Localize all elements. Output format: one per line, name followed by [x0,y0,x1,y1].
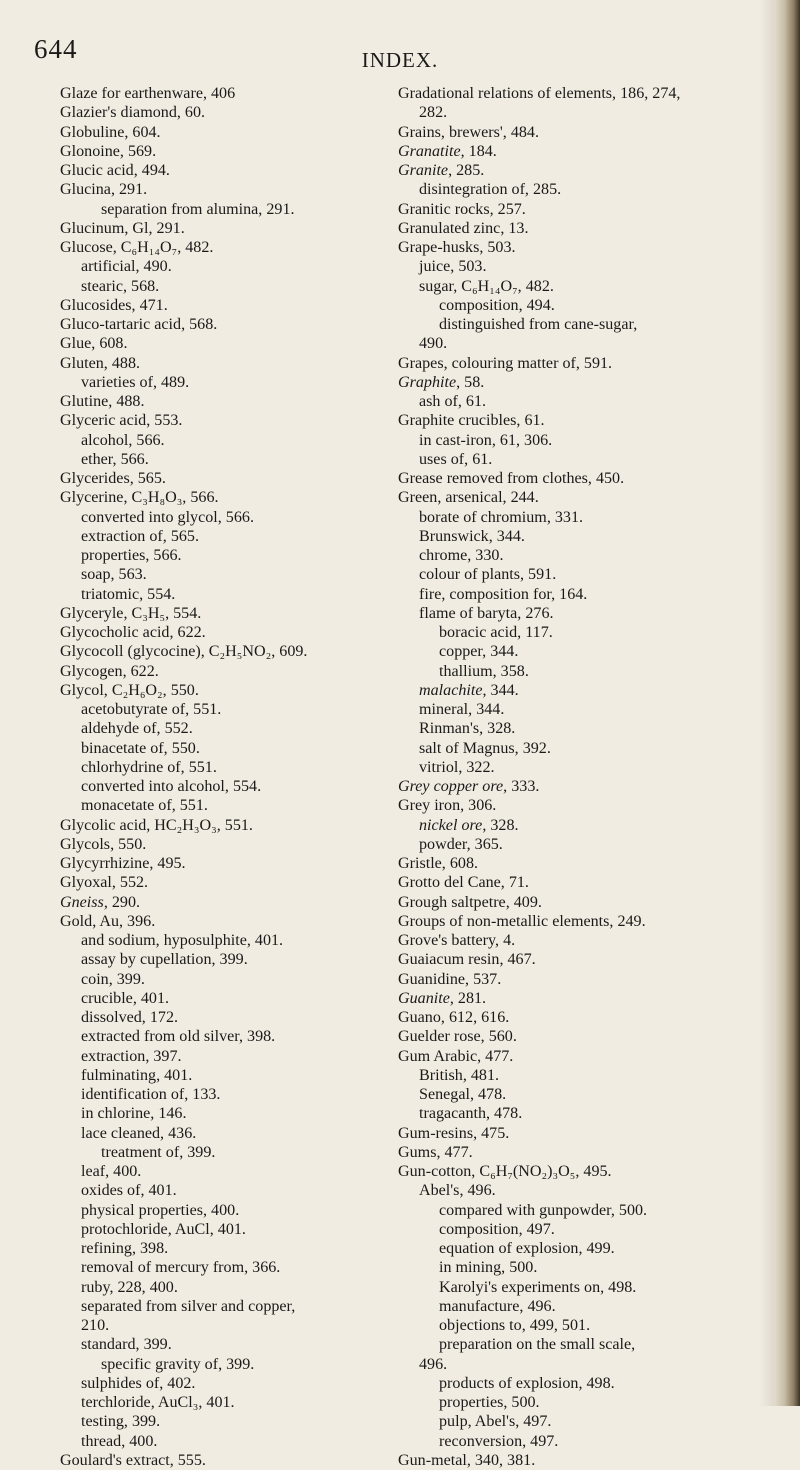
index-entry: Glycol, C₂H₆O₂, 550. [60,681,199,699]
index-entry: Grains, brewers', 484. [398,123,540,141]
index-entry: triatomic, 554. [81,585,176,603]
index-entry: Guanidine, 537. [398,970,502,988]
index-entry: distinguished from cane-sugar, [439,316,638,333]
index-entry: sulphides of, 402. [81,1374,196,1392]
index-entry: uses of, 61. [419,450,493,468]
index-entry: chrome, 330. [419,547,504,564]
index-column-right [398,84,771,1470]
index-entry: Glycyrrhizine, 495. [60,855,186,872]
index-entry: Groups of non-metallic elements, 249. [398,912,646,930]
index-entry: Granitic rocks, 257. [398,200,526,218]
index-entry: acetobutyrate of, 551. [81,701,222,718]
index-entry: extracted from old silver, 398. [81,1028,276,1046]
index-entry: ash of, 61. [419,393,487,410]
index-entry: Graphite, 58. [398,373,485,391]
index-entry: British, 481. [419,1066,500,1084]
index-entry: Glycerides, 565. [60,470,166,487]
index-entry: Rinman's, 328. [419,720,516,738]
index-entry: Grape-husks, 503. [398,239,516,256]
index-entry: Glycocholic acid, 622. [60,624,206,641]
index-entry: varieties of, 489. [81,373,190,391]
index-entry: lace cleaned, 436. [81,1124,197,1142]
index-entry: Glyceric acid, 553. [60,412,183,430]
index-entry: Glyoxal, 552. [60,874,149,892]
index-entry: Gluten, 488. [60,354,141,372]
index-entry: objections to, 499, 501. [439,1317,591,1334]
index-entry: 282. [419,104,448,122]
index-entry: Glycogen, 622. [60,662,159,680]
index-entry: juice, 503. [419,258,487,276]
index-entry: Gums, 477. [398,1143,473,1161]
index-entry: aldehyde of, 552. [81,720,193,738]
index-entry: tragacanth, 478. [419,1105,523,1123]
index-entry: borate of chromium, 331. [419,508,584,526]
index-entry: preparation on the small scale, [439,1336,636,1354]
index-entry: removal of mercury from, 366. [81,1259,281,1277]
index-entry: copper, 344. [439,643,519,661]
index-entry: extraction, 397. [81,1047,182,1065]
index-entry: Glue, 608. [60,335,128,353]
index-entry: Grey copper ore, 333. [398,778,540,795]
index-entry: Gun-metal, 340, 381. [398,1451,536,1469]
index-entry: Guelder rose, 560. [398,1028,517,1046]
index-entry: Gold, Au, 396. [60,912,156,930]
index-entry: Glycocoll (glycocine), C₂H₅NO₂, 609. [60,643,308,661]
index-entry: salt of Magnus, 392. [419,739,551,757]
index-entry: nickel ore, 328. [419,816,519,834]
index-entry: Glycols, 550. [60,835,147,853]
index-entry: specific gravity of, 399. [101,1355,255,1373]
index-entry: terchloride, AuCl₃, 401. [81,1394,235,1411]
index-entry: separated from silver and copper, [81,1297,296,1315]
index-entry: fire, composition for, 164. [419,585,588,603]
index-entry: composition, 494. [439,296,555,314]
index-entry: extraction of, 565. [81,527,199,545]
index-entry: identification of, 133. [81,1086,221,1103]
page-edge-shadow [760,0,774,1406]
index-entry: ruby, 228, 400. [81,1278,178,1296]
index-entry: Gneiss, 290. [60,893,141,911]
index-entry: testing, 399. [81,1413,161,1431]
index-entry: Glucic acid, 494. [60,162,170,179]
index-entry: Glonoine, 569. [60,142,157,160]
index-entry: and sodium, hyposulphite, 401. [81,932,284,949]
index-entry: converted into alcohol, 554. [81,778,262,795]
index-entry: Senegal, 478. [419,1086,507,1103]
index-entry: binacetate of, 550. [81,739,200,757]
index-entry: 496. [419,1355,448,1373]
index-entry: Gristle, 608. [398,855,479,872]
index-entry: Glyceryle, C₃H₅, 554. [60,604,202,622]
index-entry: Grough saltpetre, 409. [398,893,542,911]
index-entry: properties, 566. [81,547,182,564]
index-entry: Guanite, 281. [398,989,487,1007]
index-entry: protochloride, AuCl, 401. [81,1220,246,1238]
index-entry: reconversion, 497. [439,1432,559,1450]
index-entry: Gum-resins, 475. [398,1124,510,1142]
index-entry: converted into glycol, 566. [81,508,254,526]
index-entry: vitriol, 322. [419,758,495,776]
index-entry: Glutine, 488. [60,393,145,410]
index-entry: compared with gunpowder, 500. [439,1201,648,1219]
index-entry: powder, 365. [419,835,503,853]
index-entry: Glazier's diamond, 60. [60,104,206,122]
index-entry: monacetate of, 551. [81,797,208,815]
index-entry: Glucosides, 471. [60,296,168,314]
index-entry: crucible, 401. [81,989,170,1007]
book-binding-edge [774,0,800,1406]
index-entry: Guano, 612, 616. [398,1009,510,1026]
index-entry: equation of explosion, 499. [439,1240,615,1257]
index-entry: leaf, 400. [81,1163,142,1180]
index-entry: thread, 400. [81,1432,158,1450]
index-entry: physical properties, 400. [81,1201,240,1219]
index-entry: Granite, 285. [398,162,485,179]
index-entry: fulminating, 401. [81,1066,193,1084]
index-entry: refining, 398. [81,1240,169,1257]
index-entry: artificial, 490. [81,258,172,276]
index-entry: stearic, 568. [81,277,160,295]
index-entry: disintegration of, 285. [419,181,562,199]
index-entry: pulp, Abel's, 497. [439,1413,552,1431]
index-entry: in cast-iron, 61, 306. [419,431,553,449]
index-entry: Graphite crucibles, 61. [398,412,545,430]
index-column-left [60,84,388,1470]
index-entry: coin, 399. [81,970,145,988]
index-entry: separation from alumina, 291. [101,200,295,218]
index-entry: Granulated zinc, 13. [398,219,529,237]
index-entry: Gradational relations of elements, 186, 274, [398,85,681,102]
index-entry: in mining, 500. [439,1259,538,1277]
page-number: 644 [34,34,78,64]
index-entry: standard, 399. [81,1336,172,1354]
index-entry: 210. [81,1317,110,1334]
index-entry: Glucose, C₆H₁₄O₇, 482. [60,239,214,256]
index-entry: products of explosion, 498. [439,1374,615,1392]
index-entry: assay by cupellation, 399. [81,951,248,969]
page-title: INDEX. [361,48,439,72]
index-entry: Glycerine, C₃H₈O₃, 566. [60,489,219,507]
index-entry: Grotto del Cane, 71. [398,874,529,892]
index-entry: Grey iron, 306. [398,797,497,815]
index-entry: sugar, C₆H₁₄O₇, 482. [419,277,554,295]
index-entry: Grove's battery, 4. [398,932,516,949]
index-entry: Globuline, 604. [60,123,161,141]
index-entry: chlorhydrine of, 551. [81,758,217,776]
index-entry: Grease removed from clothes, 450. [398,470,625,487]
index-entry: Gun-cotton, C₆H₇(NO₂)₃O₅, 495. [398,1163,612,1180]
index-entry: Glucina, 291. [60,181,148,199]
index-entry: in chlorine, 146. [81,1105,187,1123]
index-entry: Green, arsenical, 244. [398,489,539,507]
index-entry: Guaiacum resin, 467. [398,951,536,969]
index-entry: ether, 566. [81,450,149,468]
index-entry: soap, 563. [81,566,147,584]
index-entry: Glycolic acid, HC₂H₃O₃, 551. [60,816,253,834]
index-entry: Brunswick, 344. [419,527,525,545]
index-entry: flame of baryta, 276. [419,604,554,622]
index-entry: oxides of, 401. [81,1182,177,1200]
index-entry: Goulard's extract, 555. [60,1451,206,1469]
index-entry: Abel's, 496. [419,1182,496,1200]
index-entry: mineral, 344. [419,701,505,718]
index-entry: properties, 500. [439,1394,540,1411]
index-entry: malachite, 344. [419,681,519,699]
index-entry: Gluco-tartaric acid, 568. [60,316,218,333]
index-entry: treatment of, 399. [101,1143,216,1161]
index-entry: 490. [419,335,448,353]
index-entry: colour of plants, 591. [419,566,557,584]
index-entry: Glaze for earthenware, 406 [60,85,236,102]
index-entry: Glucinum, Gl, 291. [60,219,185,237]
index-entry: Granatite, 184. [398,142,497,160]
index-entry: composition, 497. [439,1220,555,1238]
index-entry: manufacture, 496. [439,1297,556,1315]
index-entry: Gum Arabic, 477. [398,1047,514,1065]
index-entry: boracic acid, 117. [439,624,553,641]
index-entry: alcohol, 566. [81,431,165,449]
index-entry: thallium, 358. [439,662,529,680]
index-entry: Grapes, colouring matter of, 591. [398,354,613,372]
index-entry: dissolved, 172. [81,1009,179,1026]
index-entry: Karolyi's experiments on, 498. [439,1278,637,1296]
